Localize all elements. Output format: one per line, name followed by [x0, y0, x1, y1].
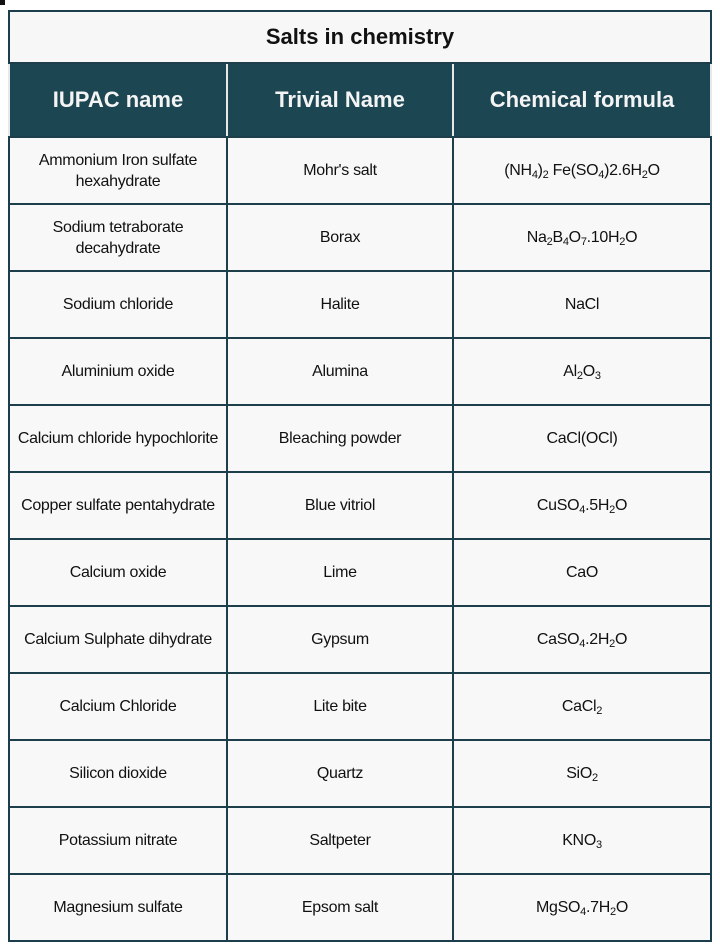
iupac-name-cell: Calcium Sulphate dihydrate: [9, 606, 227, 673]
formula-cell: CaCl$_2$: [453, 673, 711, 740]
iupac-name-cell: Silicon dioxide: [9, 740, 227, 807]
formula-cell: $KNO_3$: [453, 807, 711, 874]
header-chemical-formula: Chemical formula: [453, 63, 711, 137]
table-row: [9, 874, 711, 941]
formula-cell: $(NH_4)_2$ $Fe(SO_4)2.6H_2O$: [453, 137, 711, 204]
iupac-name-cell: Sodium tetraborate decahydrate: [9, 204, 227, 271]
iupac-name-cell: Calcium oxide: [9, 539, 227, 606]
formula-cell: CaO: [453, 539, 711, 606]
iupac-name-cell: Potassium nitrate: [9, 807, 227, 874]
formula-cell: $MgSO_4.7H_2O$: [453, 874, 711, 941]
table-row: [9, 606, 711, 673]
formula-cell: NaCl: [453, 271, 711, 338]
table-row: [9, 271, 711, 338]
table-row: [9, 472, 711, 539]
iupac-name-cell: Calcium Chloride: [9, 673, 227, 740]
trivial-name-cell: Lime: [227, 539, 453, 606]
formula-cell: SiO$_2$: [453, 740, 711, 807]
trivial-name-cell: Bleaching powder: [227, 405, 453, 472]
trivial-name-cell: Epsom salt: [227, 874, 453, 941]
trivial-name-cell: Blue vitriol: [227, 472, 453, 539]
table-row: [9, 807, 711, 874]
formula-cell: CaCl(OCl): [453, 405, 711, 472]
table-row: [9, 405, 711, 472]
trivial-name-cell: Saltpeter: [227, 807, 453, 874]
iupac-name-cell: Sodium chloride: [9, 271, 227, 338]
header-trivial-name: Trivial Name: [227, 63, 453, 137]
formula-cell: $CuSO_4.5H_2O$: [453, 472, 711, 539]
trivial-name-cell: Borax: [227, 204, 453, 271]
table-title: Salts in chemistry: [9, 11, 711, 63]
iupac-name-cell: Aluminium oxide: [9, 338, 227, 405]
trivial-name-cell: Quartz: [227, 740, 453, 807]
iupac-name-cell: Ammonium Iron sulfate hexahydrate: [9, 137, 227, 204]
trivial-name-cell: Lite bite: [227, 673, 453, 740]
iupac-name-cell: Calcium chloride hypochlorite: [9, 405, 227, 472]
table-row: [9, 137, 711, 204]
iupac-name-cell: Magnesium sulfate: [9, 874, 227, 941]
corner-mark: [0, 0, 5, 5]
trivial-name-cell: Halite: [227, 271, 453, 338]
table-body: [9, 137, 711, 941]
trivial-name-cell: Gypsum: [227, 606, 453, 673]
table-row: [9, 204, 711, 271]
formula-cell: $Na_2B_4O_7.10H_2O$: [453, 204, 711, 271]
salts-table: [8, 10, 712, 942]
table-row: [9, 338, 711, 405]
table-row: [9, 740, 711, 807]
table-row: [9, 539, 711, 606]
header-iupac-name: IUPAC name: [9, 63, 227, 137]
formula-cell: $CaSO_4.2H_2O$: [453, 606, 711, 673]
table-row: [9, 673, 711, 740]
iupac-name-cell: Copper sulfate pentahydrate: [9, 472, 227, 539]
formula-cell: $Al_2O_3$: [453, 338, 711, 405]
trivial-name-cell: Mohr's salt: [227, 137, 453, 204]
trivial-name-cell: Alumina: [227, 338, 453, 405]
